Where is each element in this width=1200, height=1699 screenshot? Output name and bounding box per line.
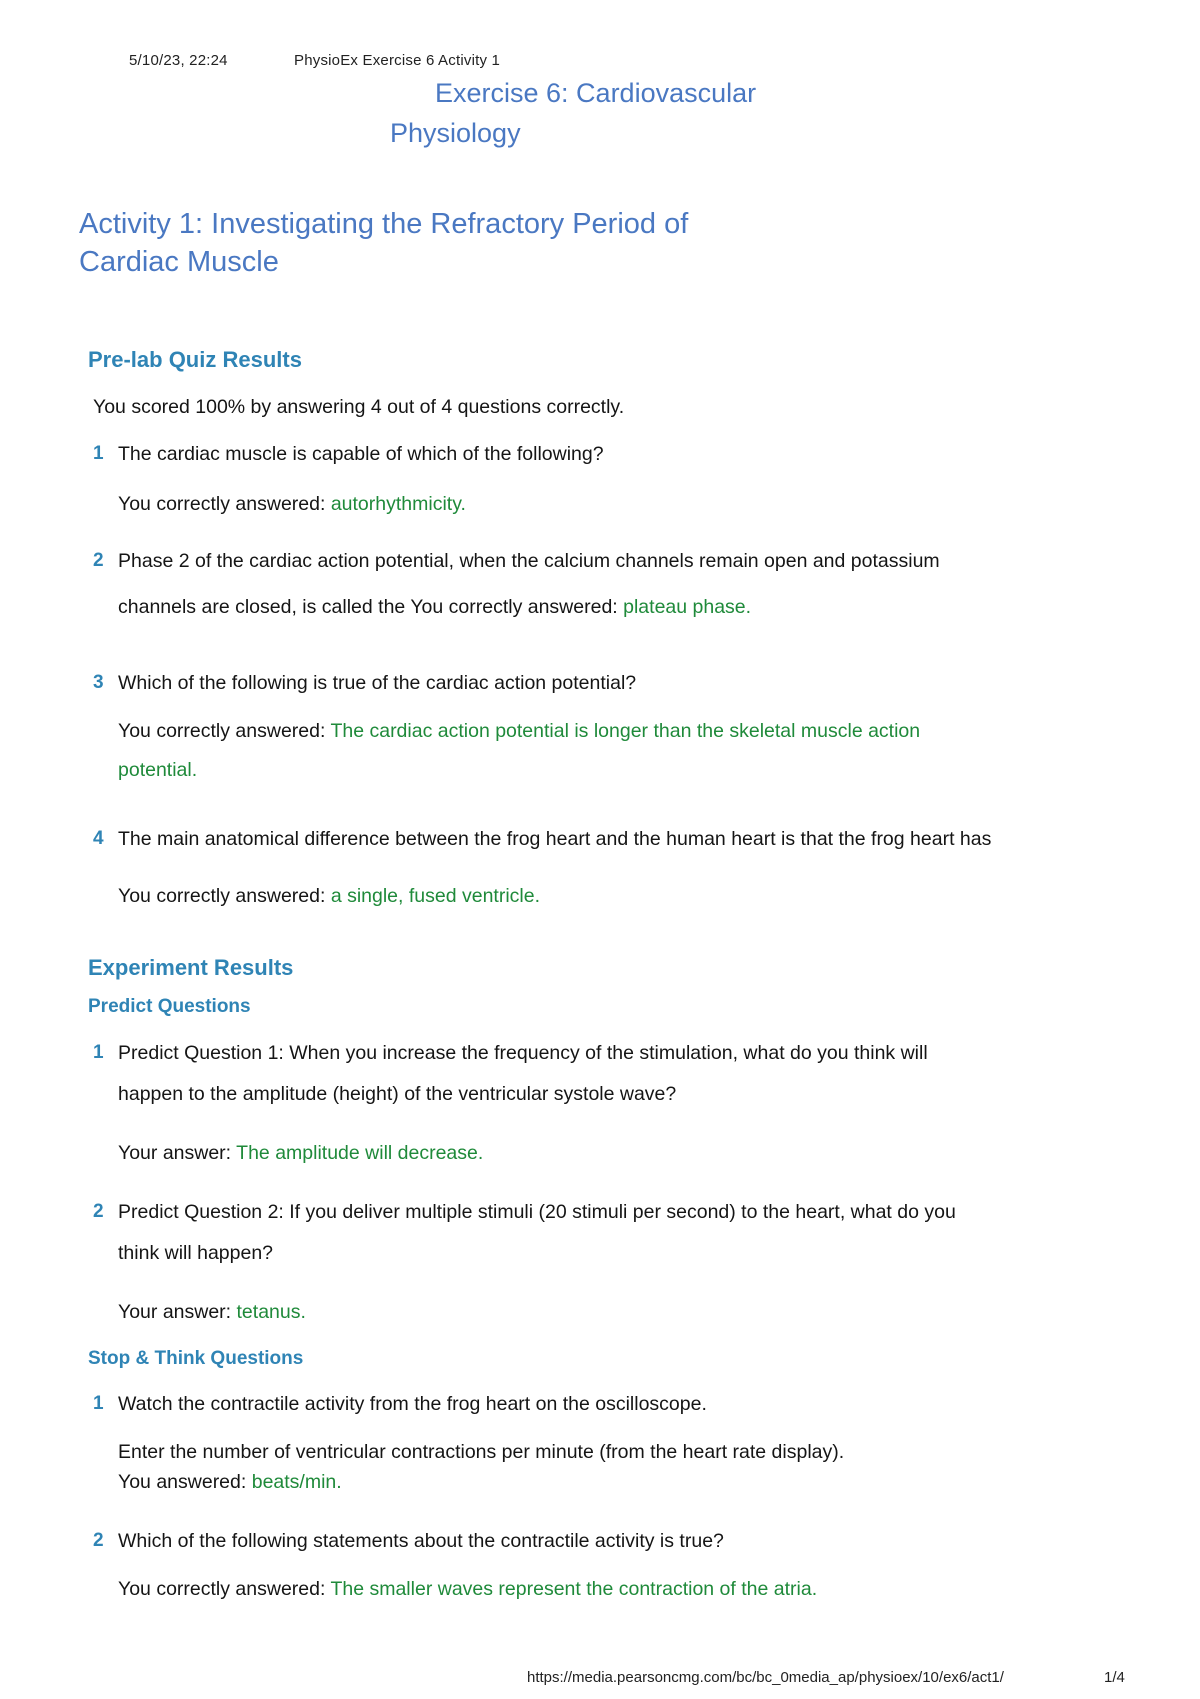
answer-prefix: You correctly answered: <box>118 493 331 515</box>
stop-q1-number: 1 <box>93 1393 104 1414</box>
prelab-q2-number: 2 <box>93 550 104 571</box>
predict-q1-answer-line <box>118 1140 483 1166</box>
stop-think-heading: Stop & Think Questions <box>88 1348 304 1369</box>
prelab-q1-text: The cardiac muscle is capable of which of the following? <box>118 443 604 465</box>
prelab-heading: Pre-lab Quiz Results <box>88 347 302 372</box>
activity-title <box>79 205 688 281</box>
answer-value: autorhythmicity. <box>330 493 466 515</box>
answer-prefix: channels are closed, is called the You correctly answered: <box>118 596 624 618</box>
answer-value: tetanus. <box>236 1301 306 1323</box>
predict-q1-text: Predict Question 1: When you increase the frequency of the stimulation, what do you think will <box>118 1042 928 1064</box>
prelab-q3-number: 3 <box>93 672 104 693</box>
answer-value: a single, fused ventricle. <box>330 885 541 907</box>
footer-url: https://media.pearsoncmg.com/bc/bc_0media_ap/physioex/10/ex6/act1/ <box>527 1669 1004 1686</box>
prelab-q1-answer-line <box>118 491 466 517</box>
predict-q2-text-line2: think will happen? <box>118 1242 274 1264</box>
stop-q1-answer-line <box>118 1469 342 1495</box>
answer-value: plateau phase. <box>623 596 752 618</box>
activity-title-line2: Cardiac Muscle <box>79 246 279 278</box>
prelab-score: You scored 100% by answering 4 out of 4 questions correctly. <box>93 396 625 418</box>
predict-heading: Predict Questions <box>88 996 251 1017</box>
prelab-q2-text: Phase 2 of the cardiac action potential, when the calcium channels remain open and potassium <box>118 550 940 572</box>
answer-prefix: You correctly answered: <box>118 1578 331 1600</box>
prelab-q3-answer-line <box>118 718 920 744</box>
prelab-q3-text: Which of the following is true of the cardiac action potential? <box>118 672 637 694</box>
activity-title-line1: Activity 1: Investigating the Refractory Period of <box>79 208 689 240</box>
predict-q1-number: 1 <box>93 1042 104 1063</box>
answer-value: The cardiac action potential is longer than the skeletal muscle action <box>330 720 921 742</box>
print-timestamp: 5/10/23, 22:24 <box>129 52 228 69</box>
predict-q2-answer-line <box>118 1299 306 1325</box>
exercise-title-line2: Physiology <box>390 118 521 148</box>
answer-value: The amplitude will decrease. <box>236 1142 484 1164</box>
exercise-title-line1: Exercise 6: Cardiovascular <box>435 78 757 108</box>
print-doc-title: PhysioEx Exercise 6 Activity 1 <box>294 52 501 69</box>
answer-prefix: You answered: <box>118 1471 252 1493</box>
prelab-q4-answer-line <box>118 883 540 909</box>
experiment-heading: Experiment Results <box>88 955 294 980</box>
answer-prefix: You correctly answered: <box>118 885 331 907</box>
prelab-q2-answer-line <box>118 594 751 620</box>
prelab-q4-text: The main anatomical difference between the frog heart and the human heart is that the frog heart has <box>118 828 992 850</box>
prelab-q4-number: 4 <box>93 828 104 849</box>
stop-q2-text: Which of the following statements about the contractile activity is true? <box>118 1530 724 1552</box>
predict-q1-text-line2: happen to the amplitude (height) of the ventricular systole wave? <box>118 1083 677 1105</box>
answer-prefix: Your answer: <box>118 1301 237 1323</box>
predict-q2-text: Predict Question 2: If you deliver multiple stimuli (20 stimuli per second) to the heart, what do you <box>118 1201 956 1223</box>
answer-prefix: You correctly answered: <box>118 720 331 742</box>
page-number: 1/4 <box>1104 1669 1125 1686</box>
answer-prefix: Your answer: <box>118 1142 237 1164</box>
answer-value: The smaller waves represent the contraction of the atria. <box>330 1578 818 1600</box>
prelab-q3-answer-continued: potential. <box>118 759 198 781</box>
stop-q2-number: 2 <box>93 1530 104 1551</box>
stop-q1-text: Watch the contractile activity from the frog heart on the oscilloscope. <box>118 1393 707 1415</box>
stop-q2-answer-line <box>118 1576 817 1602</box>
answer-value: beats/min. <box>251 1471 342 1493</box>
stop-q1-instruction: Enter the number of ventricular contractions per minute (from the heart rate display). <box>118 1441 845 1463</box>
prelab-q1-number: 1 <box>93 443 104 464</box>
predict-q2-number: 2 <box>93 1201 104 1222</box>
